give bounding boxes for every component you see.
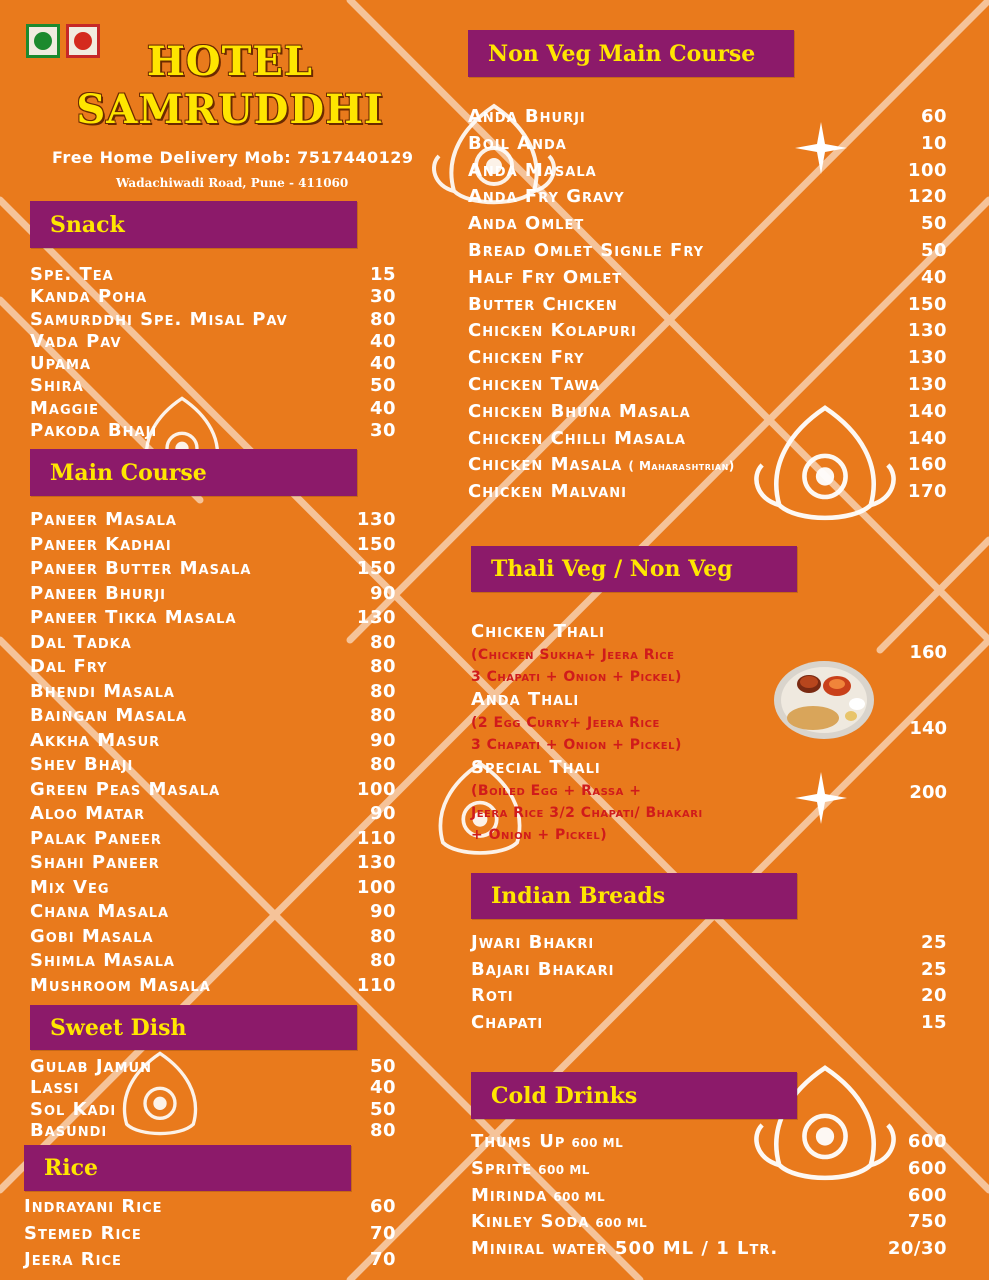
menu-item — [30, 606, 396, 631]
price: 90 — [369, 582, 396, 604]
item-note: 600 ML — [538, 1162, 590, 1177]
price: 80 — [369, 925, 396, 947]
price: 20 — [920, 985, 947, 1007]
menu-item — [30, 974, 396, 999]
menu-item — [30, 753, 396, 778]
menu-item — [468, 238, 947, 265]
heading-non-veg: Non Veg Main Course — [468, 30, 794, 77]
menu-item — [24, 1221, 396, 1248]
menu-item — [468, 345, 947, 372]
price: 90 — [369, 901, 396, 922]
menu-list-non-veg — [468, 104, 947, 506]
price: 140 — [907, 400, 947, 422]
item-name: Dal Fry — [30, 656, 108, 677]
price: 20/30 — [887, 1238, 947, 1260]
price: 120 — [907, 186, 947, 208]
item-name: Chicken Chilli Masala — [468, 427, 686, 449]
menu-item — [468, 452, 947, 479]
item-name: Lassi — [30, 1077, 80, 1099]
item-name: Chicken Fry — [468, 347, 585, 369]
item-note: 600 ML — [595, 1216, 648, 1231]
item-name: Bread Omlet Signle Fry — [468, 239, 705, 261]
item-name: Samurddhi Spe. Misal Pav — [30, 308, 288, 330]
price: 40 — [369, 397, 396, 419]
price: 140 — [909, 718, 947, 739]
address: Wadachiwadi Road, Pune - 411060 — [116, 176, 349, 190]
price: 130 — [907, 320, 947, 342]
item-name: Gulab Jamun — [30, 1056, 152, 1077]
menu-item — [30, 900, 396, 925]
item-name: Jwari Bhakri — [471, 932, 595, 953]
price: 50 — [369, 375, 396, 397]
item-name: Shira — [30, 375, 84, 397]
item-name: Sol Kadi — [30, 1098, 117, 1120]
menu-item — [30, 655, 396, 680]
price: 750 — [907, 1211, 947, 1233]
menu-item — [468, 426, 947, 453]
price: 100 — [356, 778, 396, 800]
item-name: Kinley Soda 600 ML — [471, 1211, 648, 1233]
price: 150 — [907, 293, 947, 315]
price: 130 — [356, 509, 396, 530]
price: 30 — [369, 420, 396, 442]
menu-item — [471, 1236, 947, 1263]
item-name: Chapati — [471, 1012, 544, 1034]
price: 200 — [909, 782, 947, 803]
menu-item — [468, 184, 947, 211]
price: 80 — [369, 705, 396, 726]
price: 50 — [920, 213, 947, 235]
item-name: Kanda Poha — [30, 286, 148, 308]
item-name: Chana Masala — [30, 901, 170, 922]
menu-item — [30, 704, 396, 729]
price: 150 — [356, 558, 396, 579]
item-name: Paneer Masala — [30, 509, 177, 530]
price: 130 — [907, 373, 947, 395]
item-name: Boil Anda — [468, 132, 567, 154]
item-name: Stemed Rice — [24, 1222, 142, 1244]
item-name: Chicken Bhuna Masala — [468, 400, 691, 422]
price: 80 — [369, 754, 396, 775]
heading-sweet-dish: Sweet Dish — [30, 1005, 357, 1050]
price: 60 — [920, 106, 947, 127]
menu-item — [30, 508, 396, 533]
menu-item — [30, 778, 396, 803]
hotel-title-line2: SAMRUDDHI — [76, 86, 384, 133]
menu-item — [30, 420, 396, 442]
price: 80 — [369, 631, 396, 653]
menu-item — [471, 1183, 947, 1210]
menu-list-main-course — [30, 508, 396, 998]
item-name: Anda Masala — [468, 159, 597, 181]
price: 40 — [369, 1077, 396, 1099]
item-name: Pakoda Bhaji — [30, 420, 158, 442]
menu-item — [471, 1129, 947, 1156]
price: 130 — [907, 347, 947, 369]
menu-item — [30, 331, 396, 353]
contact-info: Free Home Delivery Mob: 7517440129 — [52, 148, 414, 167]
menu-list-rice — [24, 1194, 396, 1274]
menu-item — [30, 582, 396, 607]
menu-item — [30, 533, 396, 558]
item-name: Shahi Paneer — [30, 852, 160, 873]
price: 130 — [356, 852, 396, 873]
heading-rice: Rice — [24, 1145, 351, 1191]
price: 140 — [907, 427, 947, 449]
heading-thali: Thali Veg / Non Veg — [471, 546, 797, 592]
item-name: Chicken Malvani — [468, 481, 627, 503]
item-name: Jeera Rice — [24, 1249, 122, 1270]
item-name: Mirinda 600 ML — [471, 1184, 606, 1206]
item-name: Shev Bhaji — [30, 754, 134, 775]
item-name: Green Peas Masala — [30, 778, 221, 800]
menu-item — [30, 680, 396, 705]
heading-indian-breads: Indian Breads — [471, 873, 797, 919]
menu-item — [30, 264, 396, 286]
menu-item — [30, 353, 396, 375]
menu-item — [471, 1156, 947, 1183]
item-note: ( Maharashtrian) — [628, 459, 735, 474]
item-name: Bajari Bhakari — [471, 958, 615, 980]
menu-item — [468, 318, 947, 345]
price: 50 — [920, 239, 947, 261]
item-name: Butter Chicken — [468, 293, 618, 315]
price: 70 — [369, 1249, 396, 1270]
price: 80 — [369, 656, 396, 677]
menu-item — [471, 983, 947, 1010]
item-name: Palak Paneer — [30, 827, 162, 849]
item-name: Sprite 600 ML — [471, 1157, 590, 1179]
menu-item — [30, 802, 396, 827]
price: 25 — [920, 958, 947, 980]
price: 170 — [907, 481, 947, 503]
item-name: Dal Tadka — [30, 631, 132, 653]
price: 60 — [369, 1196, 396, 1217]
hotel-title-line1: HOTEL — [146, 38, 313, 85]
price: 40 — [369, 353, 396, 375]
menu-item — [24, 1194, 396, 1221]
list-item: Special Thali (Boiled Egg + Rassa + Jeera Rice 3/2 Chapati/ Bhakari + Onion + Pickel) 200 — [471, 757, 947, 843]
item-name: Paneer Tikka Masala — [30, 607, 237, 628]
menu-item — [468, 104, 947, 131]
menu-item — [30, 1056, 396, 1077]
menu-item — [30, 1077, 396, 1098]
item-name: Mix Veg — [30, 876, 110, 898]
item-name: Chicken Masala ( Maharashtrian) — [468, 454, 735, 476]
menu-list-snack — [30, 264, 396, 442]
price: 40 — [920, 266, 947, 288]
item-note: 600 ML — [553, 1189, 606, 1204]
menu-item — [30, 949, 396, 974]
item-name: Roti — [471, 985, 514, 1007]
price: 15 — [920, 1012, 947, 1034]
price: 80 — [369, 308, 396, 330]
price: 10 — [920, 132, 947, 154]
price: 80 — [369, 1119, 396, 1141]
menu-item — [468, 479, 947, 506]
list-item: Chicken Thali (Chicken Sukha+ Jeera Rice 3 Chapati + Onion + Pickel) 160 — [471, 621, 947, 685]
menu-item — [30, 925, 396, 950]
menu-item — [30, 827, 396, 852]
item-name: Maggie — [30, 397, 100, 419]
price: 160 — [909, 642, 947, 663]
menu-item — [30, 851, 396, 876]
price: 30 — [369, 286, 396, 308]
menu-item — [30, 1120, 396, 1141]
item-name: Miniral water 500 ML / 1 Ltr. — [471, 1238, 779, 1260]
price: 100 — [907, 159, 947, 181]
menu-list-breads — [471, 930, 947, 1037]
menu-item — [468, 211, 947, 238]
item-name: Paneer Bhurji — [30, 582, 167, 604]
menu-item — [30, 309, 396, 331]
menu-item — [468, 292, 947, 319]
price: 90 — [369, 729, 396, 751]
price: 100 — [356, 876, 396, 898]
price: 50 — [369, 1098, 396, 1120]
item-name: Gobi Masala — [30, 925, 154, 947]
menu-list-sweet-dish — [30, 1056, 396, 1141]
menu-item — [468, 265, 947, 292]
menu-item — [30, 398, 396, 420]
menu-item — [468, 158, 947, 185]
menu-item — [468, 399, 947, 426]
price: 150 — [356, 533, 396, 555]
price: 25 — [920, 932, 947, 953]
item-name: Thums Up 600 ML — [471, 1131, 624, 1152]
item-name: Half Fry Omlet — [468, 266, 623, 288]
item-name: Paneer Kadhai — [30, 533, 172, 555]
item-name: Indrayani Rice — [24, 1196, 163, 1217]
item-name: Baingan Masala — [30, 705, 188, 726]
item-name: Chicken Tawa — [468, 373, 601, 395]
list-item: Anda Thali (2 Egg Curry+ Jeera Rice 3 Chapati + Onion + Pickel) 140 — [471, 689, 947, 753]
price: 160 — [907, 454, 947, 476]
item-name: Mushroom Masala — [30, 974, 211, 996]
price: 70 — [369, 1222, 396, 1244]
item-name: Paneer Butter Masala — [30, 558, 252, 579]
menu-item — [30, 375, 396, 397]
item-name: Vada Pav — [30, 330, 122, 352]
heading-main-course: Main Course — [30, 449, 357, 496]
menu-item — [471, 930, 947, 957]
menu-item — [471, 1209, 947, 1236]
price: 80 — [369, 950, 396, 971]
item-name: Basundi — [30, 1119, 108, 1141]
price: 110 — [356, 974, 396, 996]
item-name: Chicken Kolapuri — [468, 320, 637, 342]
thali-plate-icon — [773, 660, 875, 740]
price: 50 — [369, 1056, 396, 1077]
veg-symbol-icon — [26, 24, 60, 58]
menu-item — [468, 372, 947, 399]
menu-item — [30, 557, 396, 582]
price: 600 — [907, 1131, 947, 1152]
menu-item — [471, 1010, 947, 1037]
menu-item — [30, 876, 396, 901]
item-name: Anda Fry Gravy — [468, 186, 625, 208]
price: 90 — [369, 803, 396, 824]
menu-item — [24, 1247, 396, 1274]
menu-item — [30, 631, 396, 656]
price: 130 — [356, 607, 396, 628]
price: 600 — [907, 1184, 947, 1206]
item-name: Bhendi Masala — [30, 680, 175, 702]
menu-item — [30, 286, 396, 308]
menu-list-cold-drinks — [471, 1129, 947, 1263]
item-name: Anda Bhurji — [468, 106, 586, 127]
menu-item — [471, 957, 947, 984]
item-note: 600 ML — [571, 1136, 624, 1150]
item-name: Aloo Matar — [30, 803, 146, 824]
menu-item — [30, 729, 396, 754]
price: 600 — [907, 1157, 947, 1179]
item-name: Anda Omlet — [468, 213, 585, 235]
price: 110 — [356, 827, 396, 849]
thali-list — [471, 620, 947, 846]
item-name: Akkha Masur — [30, 729, 161, 751]
item-name: Spe. Tea — [30, 264, 114, 285]
item-name: Shimla Masala — [30, 950, 175, 971]
price: 40 — [369, 330, 396, 352]
price: 80 — [369, 680, 396, 702]
menu-item — [30, 1099, 396, 1120]
price: 15 — [369, 264, 396, 285]
item-name: Upama — [30, 353, 92, 375]
heading-cold-drinks: Cold Drinks — [471, 1072, 797, 1119]
heading-snack: Snack — [30, 201, 357, 248]
menu-item — [468, 131, 947, 158]
